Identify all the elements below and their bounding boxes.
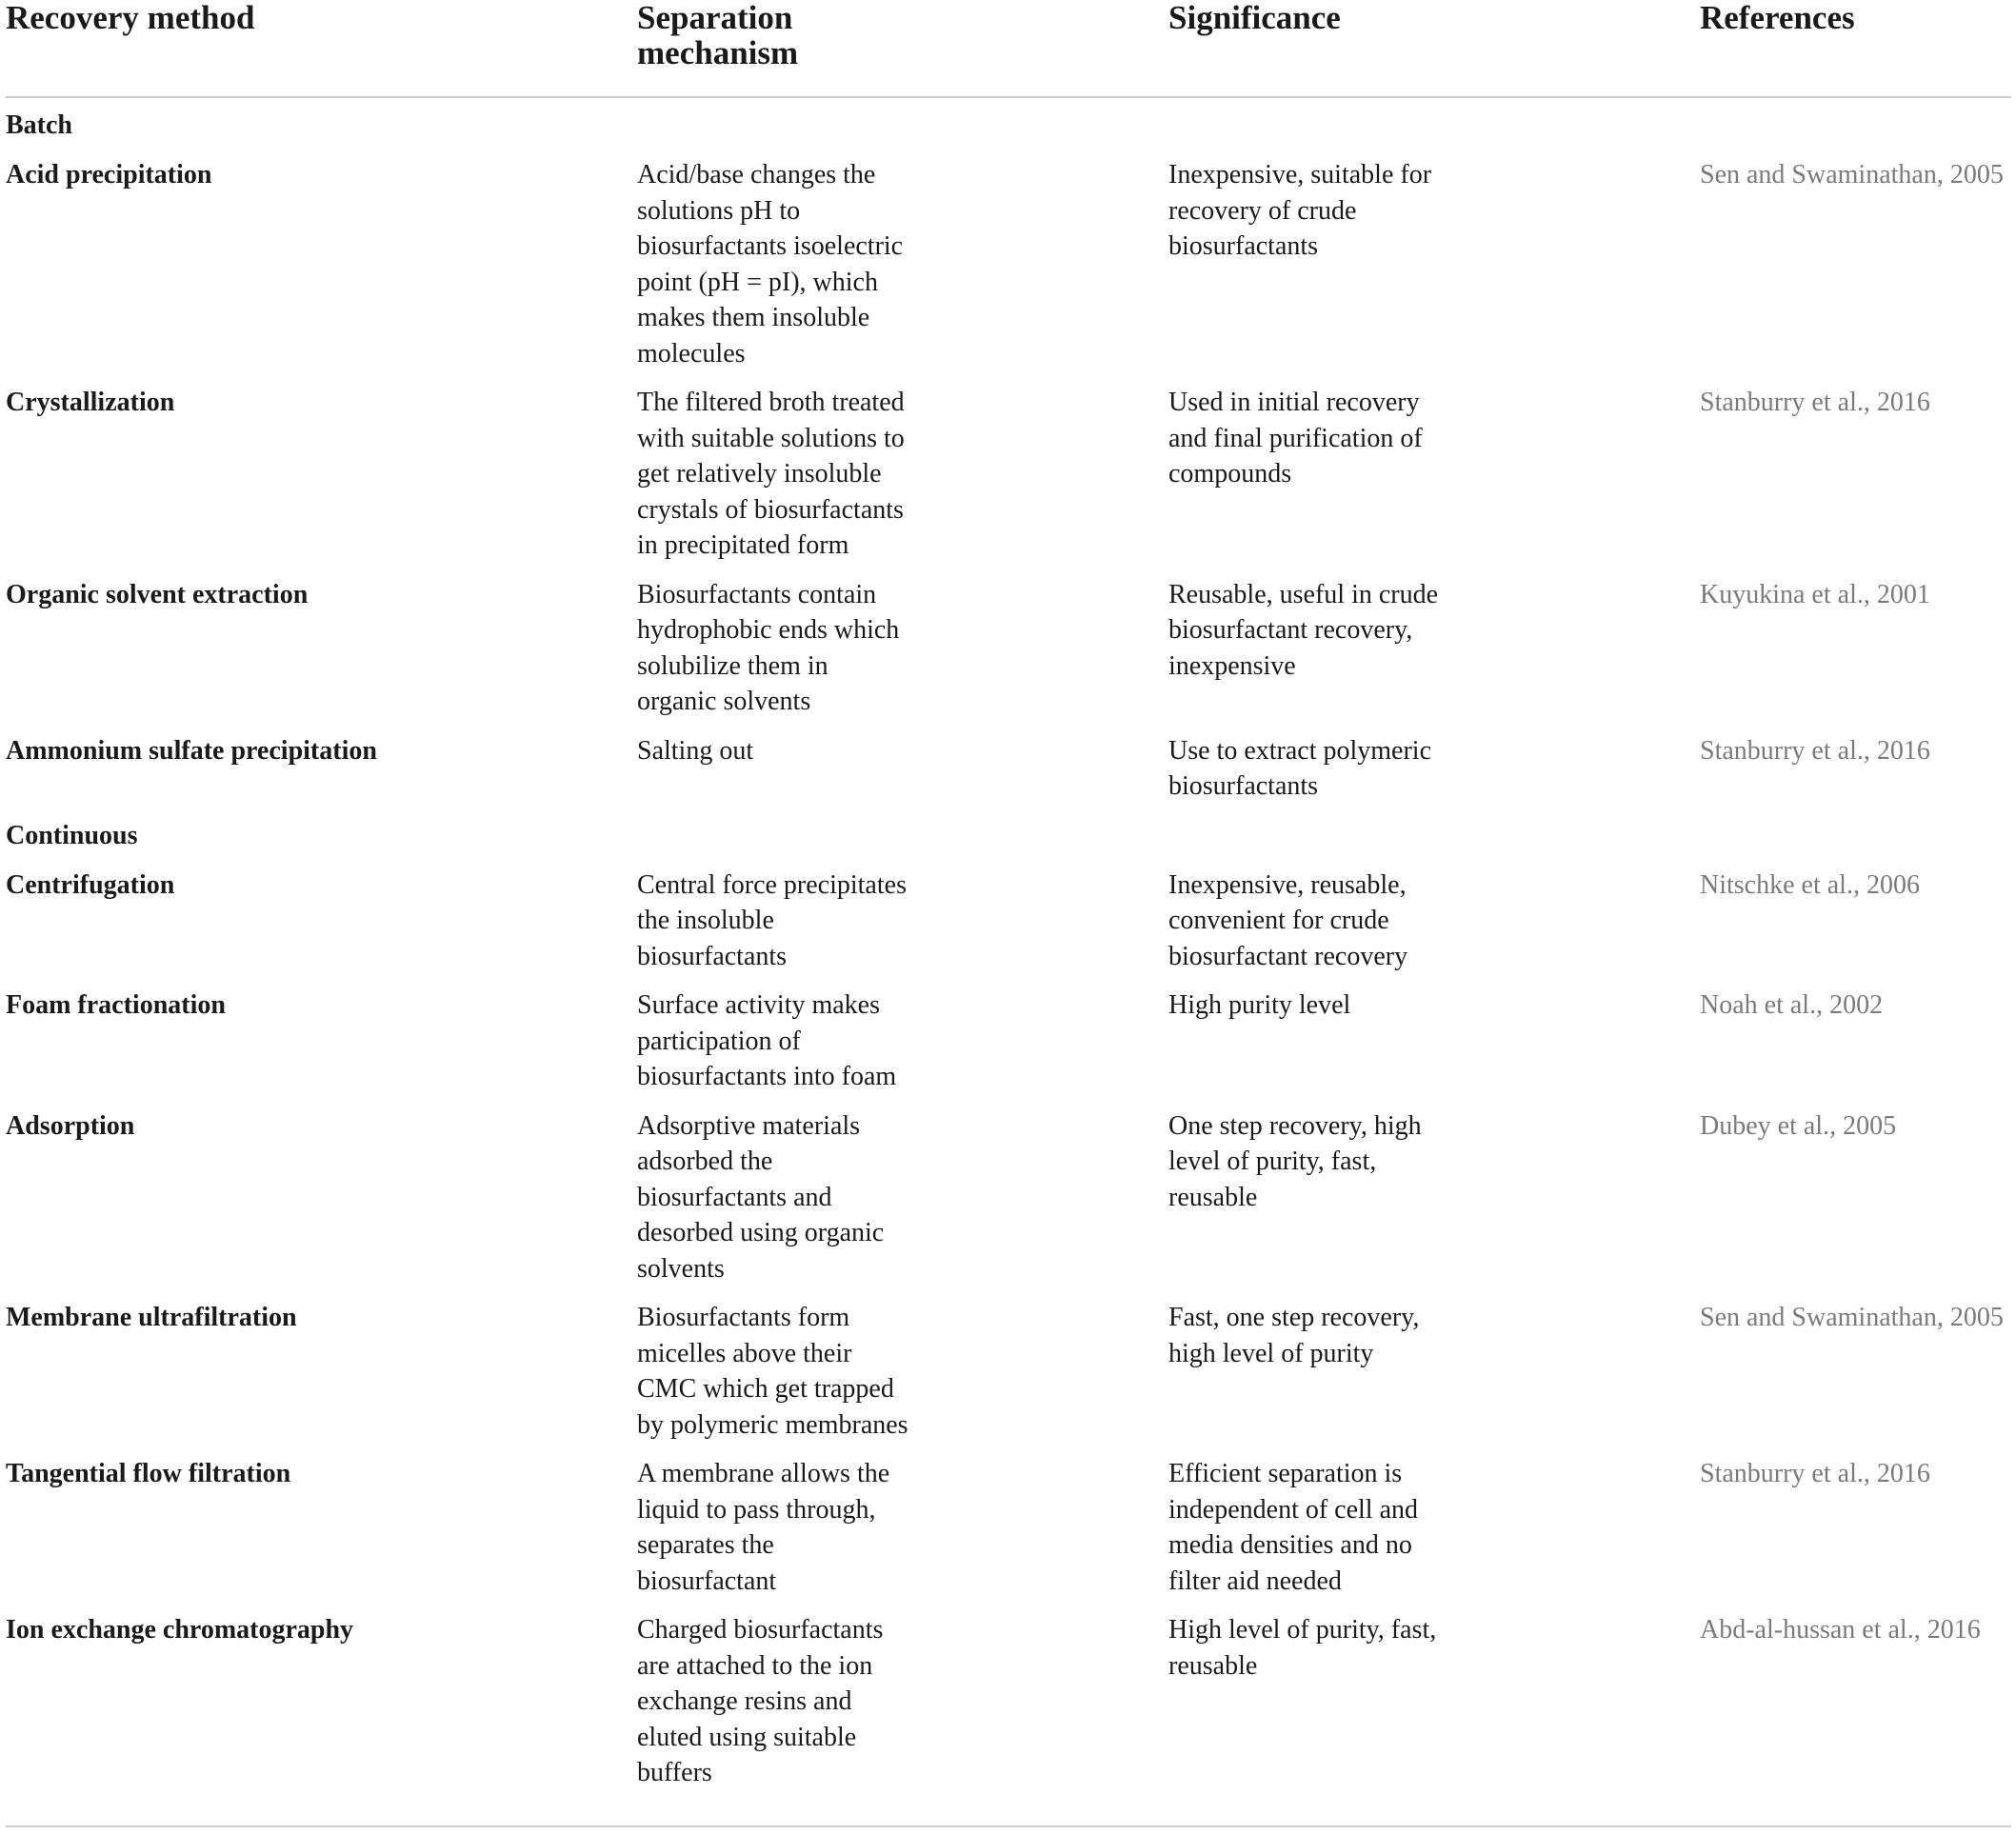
cell-significance: [1168, 1108, 1473, 1216]
mechanism-line: Central force precipitates: [637, 869, 907, 900]
cell-separation-mechanism: [637, 733, 942, 769]
header-separation-mechanism-line2: mechanism: [637, 34, 799, 71]
cell-significance: [1168, 1300, 1473, 1371]
cell-reference: Abd-al-hussan et al., 2016: [1700, 1615, 1981, 1645]
significance-line: biosurfactants: [1168, 771, 1319, 801]
mechanism-line: A membrane allows the: [637, 1459, 890, 1488]
significance-line: independent of cell and: [1168, 1494, 1419, 1525]
cell-recovery-method: Centrifugation: [6, 869, 175, 900]
cell-separation-mechanism: [637, 385, 942, 564]
mechanism-line: molecules: [637, 338, 746, 369]
significance-line: reusable: [1168, 1650, 1258, 1681]
mechanism-line: CMC which get trapped: [637, 1374, 894, 1404]
mechanism-line: biosurfactant: [637, 1566, 777, 1596]
mechanism-line: hydrophobic ends which: [637, 615, 900, 645]
mechanism-line: the insoluble: [637, 906, 774, 935]
significance-line: Use to extract polymeric: [1168, 735, 1432, 766]
cell-separation-mechanism: [637, 1612, 942, 1791]
bottom-rule: [6, 1825, 2011, 1827]
significance-line: media densities and no: [1168, 1530, 1412, 1560]
header-separation-mechanism-line1: Separation: [637, 0, 793, 36]
significance-line: High purity level: [1168, 990, 1351, 1020]
mechanism-line: desorbed using organic: [637, 1218, 885, 1247]
significance-line: Fast, one step recovery,: [1168, 1303, 1420, 1332]
mechanism-line: Adsorptive materials: [637, 1110, 861, 1141]
header-references: References: [1700, 0, 1855, 36]
significance-line: Efficient separation is: [1168, 1459, 1403, 1488]
cell-separation-mechanism: [637, 157, 942, 371]
cell-recovery-method: Foam fractionation: [6, 990, 226, 1020]
mechanism-line: biosurfactants: [637, 941, 788, 971]
mechanism-line: solutions pH to: [637, 195, 801, 226]
significance-line: convenient for crude: [1168, 906, 1389, 935]
mechanism-line: point (pH = pI), which: [637, 267, 878, 297]
mechanism-line: get relatively insoluble: [637, 459, 882, 489]
significance-line: Inexpensive, suitable for: [1168, 160, 1432, 189]
significance-line: biosurfactant recovery,: [1168, 615, 1413, 645]
mechanism-line: Surface activity makes: [637, 990, 881, 1020]
mechanism-line: buffers: [637, 1758, 712, 1787]
cell-separation-mechanism: [637, 1456, 942, 1599]
mechanism-line: Charged biosurfactants: [637, 1615, 884, 1645]
significance-line: Reusable, useful in crude: [1168, 579, 1439, 609]
section-label: Batch: [6, 110, 72, 140]
mechanism-line: organic solvents: [637, 687, 811, 716]
mechanism-line: makes them insoluble: [637, 303, 870, 332]
mechanism-line: liquid to pass through,: [637, 1494, 876, 1525]
mechanism-line: Acid/base changes the: [637, 160, 876, 189]
significance-line: One step recovery, high: [1168, 1110, 1422, 1141]
cell-reference: Stanburry et al., 2016: [1700, 735, 1930, 766]
cell-significance: [1168, 577, 1473, 685]
cell-reference: Sen and Swaminathan, 2005: [1700, 1303, 2004, 1332]
mechanism-line: The filtered broth treated: [637, 388, 905, 417]
mechanism-line: are attached to the ion: [637, 1650, 873, 1681]
cell-reference: Dubey et al., 2005: [1700, 1110, 1897, 1141]
cell-recovery-method: Ion exchange chromatography: [6, 1615, 354, 1645]
mechanism-line: biosurfactants and: [637, 1182, 832, 1212]
significance-line: high level of purity: [1168, 1338, 1374, 1368]
cell-reference: Nitschke et al., 2006: [1700, 869, 1920, 900]
cell-recovery-method: Ammonium sulfate precipitation: [6, 735, 377, 766]
cell-separation-mechanism: [637, 1108, 942, 1287]
mechanism-line: micelles above their: [637, 1338, 852, 1368]
mechanism-line: in precipitated form: [637, 530, 849, 560]
mechanism-line: solvents: [637, 1253, 725, 1284]
cell-recovery-method: Membrane ultrafiltration: [6, 1303, 297, 1332]
cell-significance: [1168, 157, 1473, 265]
table-header: [6, 0, 2011, 98]
significance-line: High level of purity, fast,: [1168, 1615, 1437, 1645]
cell-separation-mechanism: [637, 1300, 942, 1443]
significance-line: biosurfactant recovery: [1168, 941, 1408, 971]
mechanism-line: biosurfactants isoelectric: [637, 231, 904, 261]
cell-significance: [1168, 987, 1473, 1024]
mechanism-line: Biosurfactants contain: [637, 579, 877, 609]
cell-recovery-method: Crystallization: [6, 388, 175, 417]
cell-significance: [1168, 868, 1473, 975]
cell-separation-mechanism: [637, 987, 942, 1095]
mechanism-line: with suitable solutions to: [637, 423, 905, 453]
cell-significance: [1168, 1456, 1473, 1599]
cell-separation-mechanism: [637, 577, 942, 720]
significance-line: Inexpensive, reusable,: [1168, 869, 1407, 900]
cell-recovery-method: Acid precipitation: [6, 160, 212, 189]
mechanism-line: exchange resins and: [637, 1686, 852, 1716]
mechanism-line: by polymeric membranes: [637, 1409, 908, 1440]
mechanism-line: eluted using suitable: [637, 1722, 857, 1752]
significance-line: filter aid needed: [1168, 1566, 1342, 1596]
cell-reference: Kuyukina et al., 2001: [1700, 579, 1930, 609]
significance-line: recovery of crude: [1168, 195, 1357, 226]
significance-line: inexpensive: [1168, 650, 1296, 681]
cell-separation-mechanism: [637, 868, 942, 975]
significance-line: Used in initial recovery: [1168, 388, 1420, 417]
section-label: Continuous: [6, 820, 138, 850]
cell-significance: [1168, 385, 1473, 492]
cell-recovery-method: Tangential flow filtration: [6, 1459, 291, 1488]
significance-line: biosurfactants: [1168, 231, 1319, 261]
mechanism-line: Salting out: [637, 735, 754, 766]
mechanism-line: adsorbed the: [637, 1147, 773, 1176]
cell-reference: Noah et al., 2002: [1700, 990, 1884, 1020]
header-separation-mechanism: [637, 0, 942, 70]
cell-reference: Sen and Swaminathan, 2005: [1700, 160, 2004, 189]
header-significance: Significance: [1168, 0, 1341, 36]
recovery-methods-table: [6, 0, 2011, 1787]
mechanism-line: participation of: [637, 1026, 801, 1056]
cell-significance: [1168, 733, 1473, 805]
mechanism-line: solubilize them in: [637, 650, 828, 681]
cell-significance: [1168, 1612, 1473, 1684]
significance-line: reusable: [1168, 1182, 1258, 1212]
mechanism-line: biosurfactants into foam: [637, 1062, 897, 1091]
mechanism-line: crystals of biosurfactants: [637, 494, 904, 525]
significance-line: compounds: [1168, 459, 1292, 489]
cell-recovery-method: Adsorption: [6, 1110, 135, 1141]
significance-line: level of purity, fast,: [1168, 1147, 1377, 1176]
header-recovery-method: Recovery method: [6, 0, 255, 36]
mechanism-line: separates the: [637, 1530, 774, 1560]
cell-reference: Stanburry et al., 2016: [1700, 1459, 1930, 1488]
cell-recovery-method: Organic solvent extraction: [6, 579, 309, 609]
mechanism-line: Biosurfactants form: [637, 1303, 850, 1332]
cell-reference: Stanburry et al., 2016: [1700, 388, 1930, 417]
significance-line: and final purification of: [1168, 423, 1423, 453]
